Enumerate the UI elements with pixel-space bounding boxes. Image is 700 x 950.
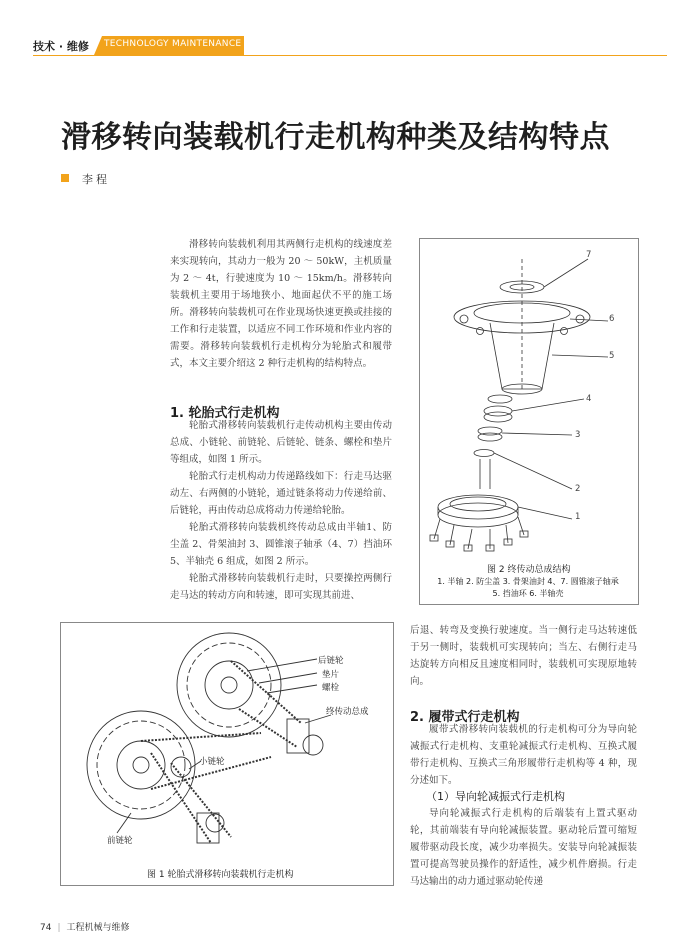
section1-heading: 1. 轮胎式行走机构 [170, 406, 280, 421]
part-number-2: 2 [575, 484, 581, 494]
header-rule [33, 55, 667, 56]
part-number-7: 7 [586, 250, 592, 260]
label-rear-sprocket: 后链轮 [318, 656, 344, 666]
figure2-legend-line2: 5. 挡油环 6. 半轴壳 [492, 589, 564, 598]
section2-heading: 2. 履带式行走机构 [410, 710, 520, 725]
part-number-5: 5 [609, 351, 615, 361]
label-small-sprocket: 小链轮 [199, 757, 225, 767]
footer-separator: | [57, 923, 61, 933]
section-label: 技术 · 维修 [33, 40, 89, 53]
label-gasket: 垫片 [322, 670, 340, 680]
part-number-3: 3 [575, 430, 581, 440]
page-footer [40, 920, 130, 933]
section2-paragraph-2: 导向轮减振式行走机构的后端装有上置式驱动轮，其前端装有导向轮减振装置。驱动轮后置可缩短履带驱动段长度，减少功率损失。安装导向轮减振装置可提高驾驶员操作的舒适性，减少机件磨损。行走马达输出的动力通过驱动轮传递 [410, 808, 637, 887]
figure1-caption: 图 1 轮胎式滑移转向装载机行走机构 [147, 870, 294, 880]
section1-paragraph-3: 轮胎式滑移转向装载机终传动总成由半轴1、防尘盖 2、骨架油封 3、圆锥滚子轴承（4、7）挡油环 5、半轴壳 6 组成，如图 2 所示。 [170, 522, 392, 567]
page-number: 74 [40, 923, 52, 933]
right-paragraph-1: 后退、转弯及变换行驶速度。当一侧行走马达转速低于另一侧时，装载机可实现转向；当左、右侧行走马达旋转方向相反且速度相同时，装载机可实现原地转向。 [410, 625, 637, 687]
article-title: 滑移转向装载机行走机构种类及结构特点 [61, 120, 610, 155]
journal-name: 工程机械与维修 [66, 923, 130, 933]
part-number-6: 6 [609, 314, 615, 324]
figure2-caption: 图 2 终传动总成结构 [487, 565, 571, 575]
right-continued-paragraph [410, 622, 637, 690]
section1-paragraph-1: 轮胎式滑移转向装载机行走传动机构主要由传动总成、小链轮、前链轮、后链轮、链条、螺栓和垫片等组成，如图 1 所示。 [170, 420, 392, 465]
intro-paragraph [170, 236, 392, 372]
section2-body [410, 721, 637, 789]
section1-paragraph-2: 轮胎式行走机构动力传递路线如下：行走马达驱动左、右两侧的小链轮，通过链条将动力传递给前、后链轮，再由传动总成将动力传递给轮胎。 [170, 471, 392, 516]
label-final-drive: 终传动总成 [326, 707, 369, 717]
section-label-en: TECHNOLOGY MAINTENANCE [104, 39, 242, 49]
section1-paragraph-4: 轮胎式滑移转向装载机行走时，只要操控两侧行走马达的转动方向和转速，即可实现其前进、 [170, 573, 392, 601]
section2-subheading: （1）导向轮减振式行走机构 [426, 790, 565, 803]
section2-subsection-body [410, 805, 637, 890]
part-number-1: 1 [575, 512, 581, 522]
intro-text: 滑移转向装载机利用其两侧行走机构的线速度差来实现转向，其动力一般为 20 ～ 50kW，主机质量为 2 ～ 4t，行驶速度为 10 ～ 15km/h。滑移转向装载机主要用于场地狭小、地面起伏不平的施工场所。滑移转向装载机可在作业现场快速更换或挂接的工作和行走装置，以适应不同工作环境和作业内容的需要。滑移转向装载机行走机构分为轮胎式和履带式，本文主要介绍这 2 种行走机构的结构特点。 [170, 239, 392, 369]
author-marker [61, 174, 69, 182]
section2-paragraph-1: 履带式滑移转向装载机的行走机构可分为导向轮减振式行走机构、支重轮减振式行走机构、互换式履带行走机构、互换式三角形履带行走机构等 4 种，现分述如下。 [410, 724, 637, 786]
author-name: 李程 [82, 173, 110, 186]
figure2-legend-line1: 1. 半轴 2. 防尘盖 3. 骨架油封 4、7. 圆锥滚子轴承 [437, 577, 619, 586]
section1-body [170, 417, 392, 604]
label-front-sprocket: 前链轮 [107, 836, 133, 846]
part-number-4: 4 [586, 394, 592, 404]
label-bolt: 螺栓 [322, 683, 340, 693]
figure2-drawing [420, 239, 636, 559]
